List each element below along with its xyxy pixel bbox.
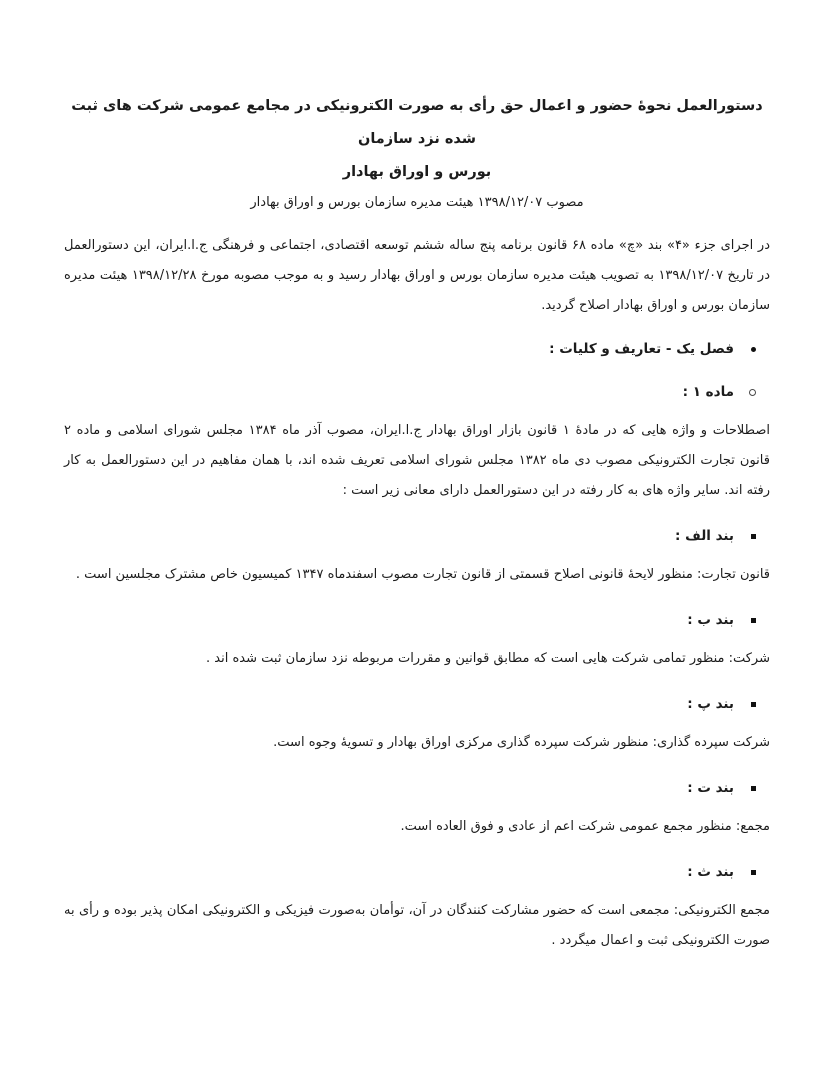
clause-body: مجمع: منظور مجمع عمومی شرکت اعم از عادی و فوق العاده است. bbox=[400, 819, 770, 834]
section-chapter-one bbox=[64, 334, 770, 364]
section-clause-alef bbox=[64, 521, 770, 590]
clause-heading: بند پ : bbox=[687, 696, 734, 712]
document-title-line-1: دستورالعمل نحوهٔ حضور و اعمال حق رأی به صورت الکترونیکی در مجامع عمومی شرکت های ثبت شده نزد سازمان bbox=[71, 98, 763, 147]
clause-heading-row bbox=[64, 857, 770, 887]
article-heading: ماده ۱ : bbox=[682, 384, 734, 400]
square-bullet-icon bbox=[734, 870, 756, 875]
clause-body: شرکت: منظور تمامی شرکت هایی است که مطابق قوانین و مقررات مربوطه نزد سازمان ثبت شده اند . bbox=[206, 651, 770, 666]
intro-paragraph: در اجرای جزء «۴» بند «چ» ماده ۶۸ قانون برنامه پنج ساله ششم توسعه اقتصادی، اجتماعی و فرهنگی ج.ا.ایران، این دستورالعمل در تاریخ ۱۳۹۸/۱۲/۰۷ به تصویب هیئت مدیره سازمان بورس و اوراق بهادار رسید و به موجب مصوبه مورخ ۱۳۹۸/۱۲/۲۸ هیئت مدیره سازمان بورس و اوراق بهادار اصلاح گردید. bbox=[64, 238, 770, 313]
clause-heading: بند ب : bbox=[687, 612, 734, 628]
disc-bullet-icon bbox=[734, 347, 756, 352]
article-body: اصطلاحات و واژه هایی که در مادهٔ ۱ قانون بازار اوراق بهادار ج.ا.ایران، مصوب آذر ماه ۱۳۸۴ مجلس شورای اسلامی و ماده ۲ قانون تجارت الکترونیکی مصوب دی ماه ۱۳۸۲ مجلس شورای اسلامی تعریف شده اند، با همان مفاهیم در این دستورالعمل به کار رفته اند. سایر واژه های به کار رفته در این دستورالعمل دارای معانی زیر است : bbox=[64, 423, 771, 498]
clause-body: شرکت سپرده گذاری: منظور شرکت سپرده گذاری مرکزی اوراق بهادار و تسویهٔ وجوه است. bbox=[273, 735, 770, 750]
document-title bbox=[64, 90, 770, 189]
clause-heading: بند ث : bbox=[687, 864, 734, 880]
chapter-heading: فصل یک - تعاریف و کلیات : bbox=[549, 341, 734, 357]
clause-heading: بند ت : bbox=[687, 780, 734, 796]
article-heading-row bbox=[64, 377, 770, 407]
section-article-1 bbox=[64, 377, 770, 506]
clause-heading-row bbox=[64, 605, 770, 635]
square-bullet-icon bbox=[734, 618, 756, 623]
clause-body: مجمع الکترونیکی: مجمعی است که حضور مشارکت کنندگان در آن، توأمان به‌صورت فیزیکی و الکترونیکی امکان پذیر بوده و رأی به صورت الکترونیکی ثبت و اعمال میگردد . bbox=[64, 903, 770, 948]
approval-line: مصوب ۱۳۹۸/۱۲/۰۷ هیئت مدیره سازمان بورس و اوراق بهادار bbox=[250, 195, 584, 210]
section-clause-pe bbox=[64, 689, 770, 758]
chapter-heading-row bbox=[64, 334, 770, 364]
section-clause-se bbox=[64, 857, 770, 956]
clause-heading-row bbox=[64, 521, 770, 551]
circle-bullet-icon bbox=[734, 389, 756, 396]
section-clause-te bbox=[64, 773, 770, 842]
document-title-line-2: بورس و اوراق بهادار bbox=[342, 164, 492, 180]
clause-body: قانون تجارت: منظور لایحهٔ قانونی اصلاح قسمتی از قانون تجارت مصوب اسفندماه ۱۳۴۷ کمیسیون خاص مشترک مجلسین است . bbox=[75, 567, 770, 582]
square-bullet-icon bbox=[734, 702, 756, 707]
clause-heading-row bbox=[64, 689, 770, 719]
section-clause-be bbox=[64, 605, 770, 674]
clause-heading: بند الف : bbox=[675, 528, 734, 544]
square-bullet-icon bbox=[734, 786, 756, 791]
clause-heading-row bbox=[64, 773, 770, 803]
square-bullet-icon bbox=[734, 534, 756, 539]
